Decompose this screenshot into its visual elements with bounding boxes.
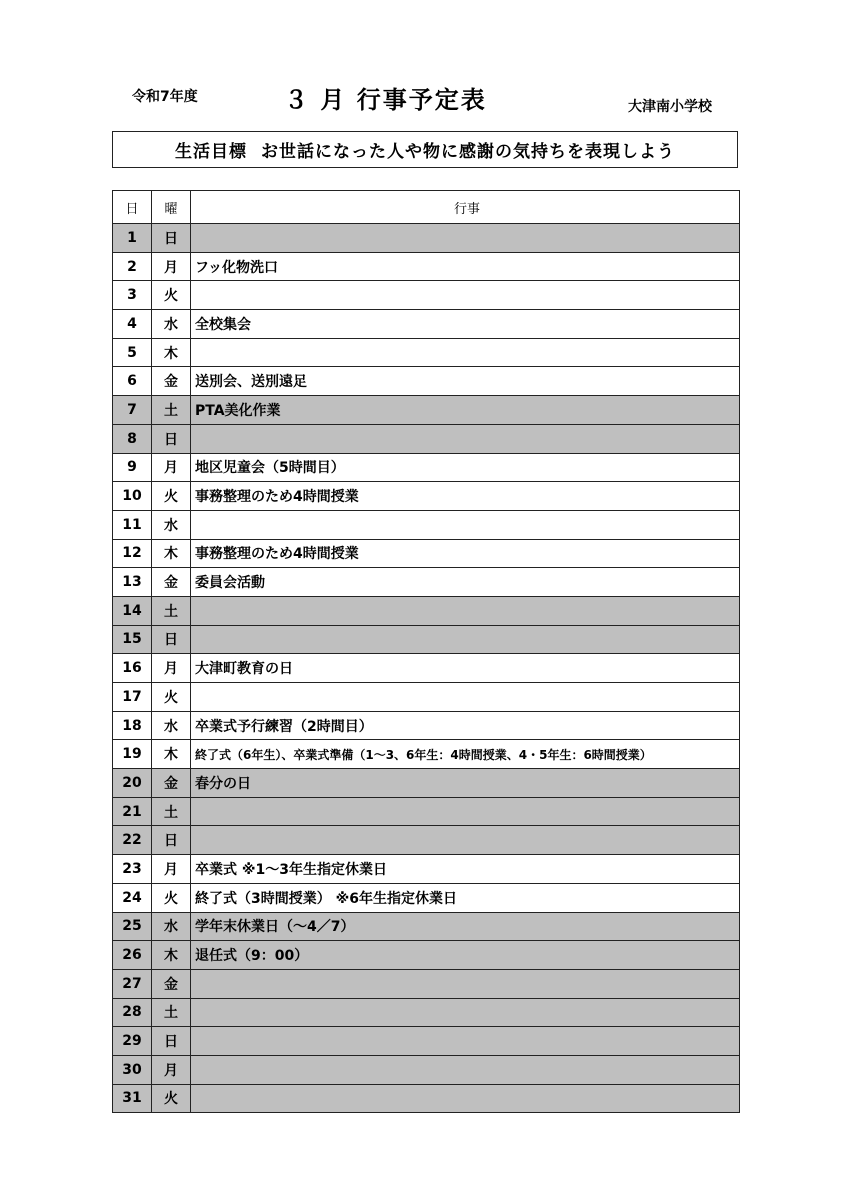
day-cell: 31 <box>113 1084 152 1113</box>
table-row <box>113 625 740 654</box>
weekday-cell: 金 <box>152 769 191 798</box>
event-cell: PTA美化作業 <box>191 396 740 425</box>
day-cell: 8 <box>113 424 152 453</box>
weekday-cell: 土 <box>152 396 191 425</box>
day-cell: 27 <box>113 969 152 998</box>
weekday-cell: 土 <box>152 596 191 625</box>
table-row <box>113 482 740 511</box>
header-weekday: 曜 <box>152 191 191 224</box>
event-cell <box>191 625 740 654</box>
weekday-cell: 月 <box>152 855 191 884</box>
weekday-cell: 金 <box>152 969 191 998</box>
event-cell: 卒業式予行練習（2時間目） <box>191 711 740 740</box>
day-cell: 19 <box>113 740 152 769</box>
weekday-cell: 月 <box>152 453 191 482</box>
table-row <box>113 969 740 998</box>
table-row <box>113 453 740 482</box>
weekday-cell: 木 <box>152 539 191 568</box>
weekday-cell: 木 <box>152 941 191 970</box>
event-cell <box>191 424 740 453</box>
event-schedule-table <box>112 190 740 1113</box>
weekday-cell: 水 <box>152 310 191 339</box>
day-cell: 17 <box>113 683 152 712</box>
weekday-cell: 土 <box>152 797 191 826</box>
weekday-cell: 火 <box>152 683 191 712</box>
day-cell: 16 <box>113 654 152 683</box>
event-cell <box>191 281 740 310</box>
event-cell: 春分の日 <box>191 769 740 798</box>
day-cell: 11 <box>113 510 152 539</box>
table-row <box>113 252 740 281</box>
life-goal-label: 生活目標 <box>175 142 247 162</box>
table-row <box>113 711 740 740</box>
day-cell: 23 <box>113 855 152 884</box>
day-cell: 18 <box>113 711 152 740</box>
weekday-cell: 火 <box>152 883 191 912</box>
table-row <box>113 654 740 683</box>
table-row <box>113 769 740 798</box>
event-cell <box>191 826 740 855</box>
day-cell: 22 <box>113 826 152 855</box>
event-cell: 送別会、送別遠足 <box>191 367 740 396</box>
weekday-cell: 木 <box>152 740 191 769</box>
day-cell: 13 <box>113 568 152 597</box>
table-row <box>113 424 740 453</box>
table-row <box>113 998 740 1027</box>
day-cell: 5 <box>113 338 152 367</box>
weekday-cell: 日 <box>152 1027 191 1056</box>
page-title: ３ 月 行事予定表 <box>284 86 487 114</box>
table-row <box>113 826 740 855</box>
life-goal-text: お世話になった人や物に感謝の気持ちを表現しよう <box>261 142 675 162</box>
day-cell: 2 <box>113 252 152 281</box>
day-cell: 28 <box>113 998 152 1027</box>
weekday-cell: 日 <box>152 826 191 855</box>
table-row <box>113 310 740 339</box>
table-row <box>113 367 740 396</box>
event-cell <box>191 338 740 367</box>
table-row <box>113 568 740 597</box>
event-cell <box>191 596 740 625</box>
event-cell: 大津町教育の日 <box>191 654 740 683</box>
table-row <box>113 941 740 970</box>
weekday-cell: 火 <box>152 281 191 310</box>
table-row <box>113 338 740 367</box>
table-row <box>113 797 740 826</box>
day-cell: 21 <box>113 797 152 826</box>
weekday-cell: 日 <box>152 424 191 453</box>
event-cell <box>191 224 740 253</box>
event-cell <box>191 510 740 539</box>
table-row <box>113 683 740 712</box>
day-cell: 4 <box>113 310 152 339</box>
table-row <box>113 912 740 941</box>
table-row <box>113 1055 740 1084</box>
weekday-cell: 火 <box>152 1084 191 1113</box>
header-day: 日 <box>113 191 152 224</box>
header-event: 行事 <box>191 191 740 224</box>
event-cell: 事務整理のため4時間授業 <box>191 539 740 568</box>
day-cell: 15 <box>113 625 152 654</box>
day-cell: 24 <box>113 883 152 912</box>
weekday-cell: 月 <box>152 1055 191 1084</box>
fiscal-year: 令和7年度 <box>132 89 198 105</box>
school-name: 大津南小学校 <box>628 99 712 115</box>
weekday-cell: 日 <box>152 224 191 253</box>
weekday-cell: 木 <box>152 338 191 367</box>
weekday-cell: 金 <box>152 367 191 396</box>
event-cell <box>191 683 740 712</box>
day-cell: 10 <box>113 482 152 511</box>
life-goal-box <box>112 131 738 168</box>
weekday-cell: 金 <box>152 568 191 597</box>
event-cell <box>191 998 740 1027</box>
weekday-cell: 日 <box>152 625 191 654</box>
day-cell: 6 <box>113 367 152 396</box>
event-cell: 委員会活動 <box>191 568 740 597</box>
table-row <box>113 855 740 884</box>
day-cell: 9 <box>113 453 152 482</box>
event-cell: 地区児童会（5時間目） <box>191 453 740 482</box>
weekday-cell: 水 <box>152 510 191 539</box>
event-cell <box>191 969 740 998</box>
day-cell: 20 <box>113 769 152 798</box>
table-row <box>113 224 740 253</box>
table-row <box>113 396 740 425</box>
weekday-cell: 水 <box>152 912 191 941</box>
day-cell: 30 <box>113 1055 152 1084</box>
table-row <box>113 596 740 625</box>
day-cell: 29 <box>113 1027 152 1056</box>
event-cell <box>191 797 740 826</box>
event-cell <box>191 1084 740 1113</box>
weekday-cell: 月 <box>152 252 191 281</box>
table-row <box>113 1084 740 1113</box>
weekday-cell: 水 <box>152 711 191 740</box>
table-header-row <box>113 191 740 224</box>
day-cell: 1 <box>113 224 152 253</box>
event-cell: 事務整理のため4時間授業 <box>191 482 740 511</box>
event-cell <box>191 1027 740 1056</box>
day-cell: 26 <box>113 941 152 970</box>
day-cell: 14 <box>113 596 152 625</box>
event-cell: フッ化物洗口 <box>191 252 740 281</box>
weekday-cell: 月 <box>152 654 191 683</box>
table-row <box>113 510 740 539</box>
weekday-cell: 火 <box>152 482 191 511</box>
table-row <box>113 1027 740 1056</box>
day-cell: 3 <box>113 281 152 310</box>
table-row <box>113 883 740 912</box>
table-row <box>113 740 740 769</box>
day-cell: 7 <box>113 396 152 425</box>
event-cell <box>191 1055 740 1084</box>
event-cell: 終了式（6年生）、卒業式準備（1～3、6年生：4時間授業、4・5年生：6時間授業） <box>191 740 740 769</box>
event-cell: 全校集会 <box>191 310 740 339</box>
weekday-cell: 土 <box>152 998 191 1027</box>
event-cell: 卒業式 ※1～3年生指定休業日 <box>191 855 740 884</box>
day-cell: 25 <box>113 912 152 941</box>
event-cell: 終了式（3時間授業） ※6年生指定休業日 <box>191 883 740 912</box>
event-cell: 退任式（9：00） <box>191 941 740 970</box>
day-cell: 12 <box>113 539 152 568</box>
event-cell: 学年末休業日（～4／7） <box>191 912 740 941</box>
table-row <box>113 539 740 568</box>
table-row <box>113 281 740 310</box>
